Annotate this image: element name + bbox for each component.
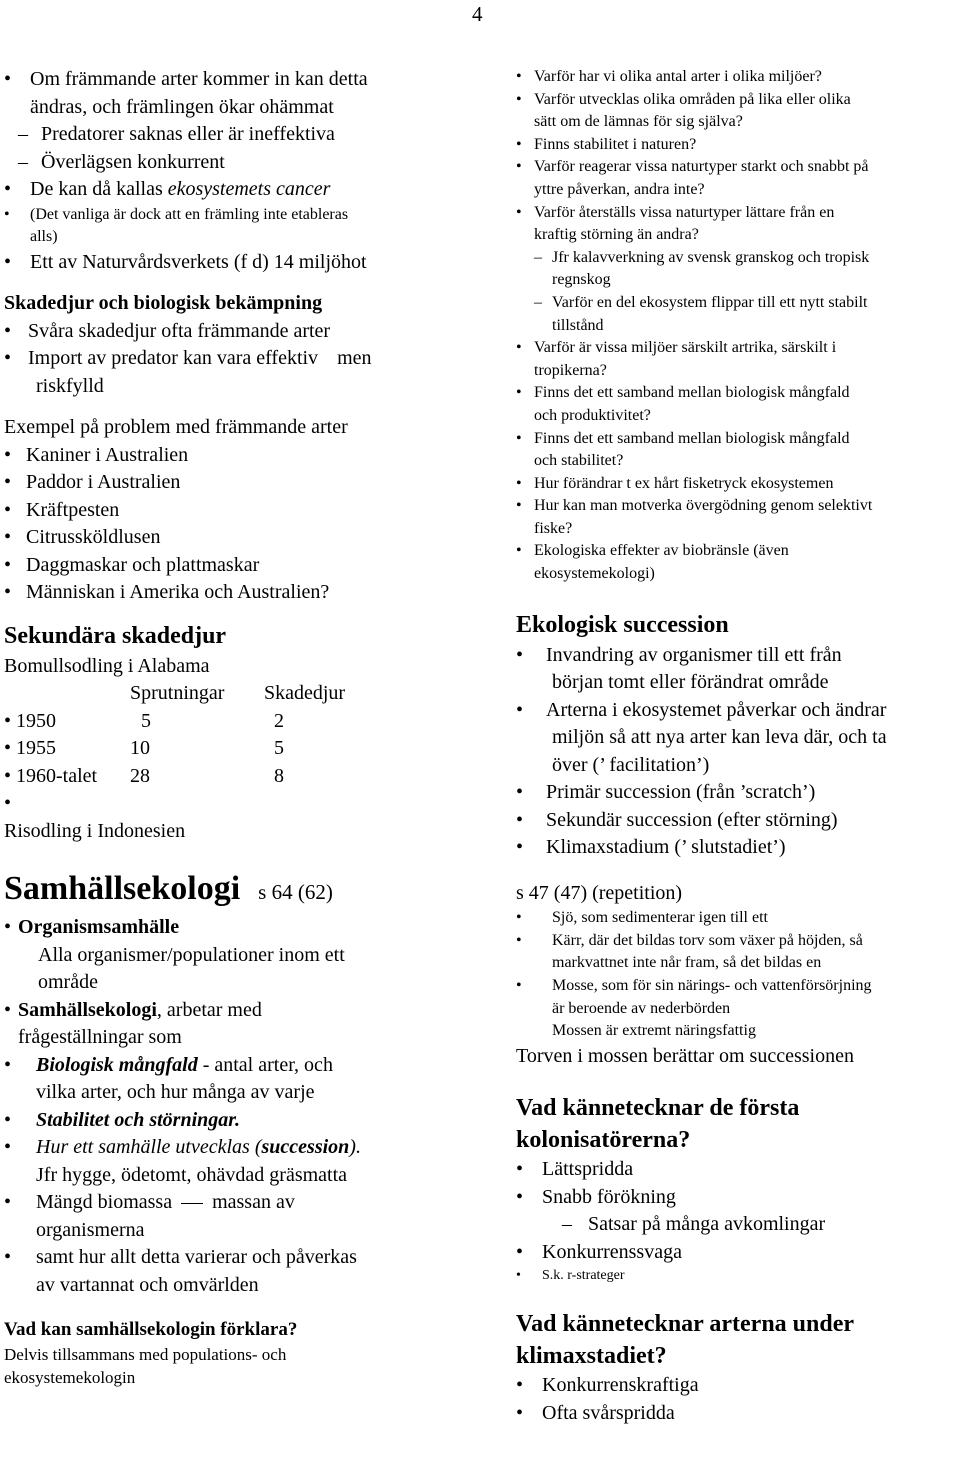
list-item: • Samhällsekologi, arbetar med (4, 997, 482, 1025)
list-item: • Invandring av organismer till ett från (516, 642, 956, 670)
list-item: • Daggmaskar och plattmaskar (4, 552, 482, 580)
list-item: • Hur förändrar t ex hårt fisketryck ekosystemen (516, 473, 956, 496)
list-item: • Varför återställs vissa naturtyper lättare från en (516, 202, 956, 225)
list-item: alls) (30, 228, 58, 246)
list-item: Jfr hygge, ödetomt, ohävdad gräsmatta (36, 1163, 348, 1186)
list-item: Alla organismer/populationer inom ett (38, 943, 345, 966)
list-item: • Stabilitet och störningar. (4, 1107, 482, 1135)
list-item: tropikerna? (534, 361, 607, 379)
list-item: – Överlägsen konkurrent (4, 149, 482, 177)
list-item: • Arterna i ekosystemet påverkar och ändrar (516, 697, 956, 725)
table-row: • 1955 10 5 (4, 735, 482, 763)
list-item: Mossen är extremt näringsfattig (552, 1022, 756, 1040)
table-header: Sprutningar Skadedjur (130, 682, 346, 705)
left-column (4, 66, 482, 1389)
list-item: • Mängd biomassa massan av (4, 1189, 482, 1217)
list-item: ekosystemekologi) (534, 565, 655, 583)
list-item: • Biologisk mångfald - antal arter, och (4, 1052, 482, 1080)
list-item: • Varför har vi olika antal arter i olika miljöer? (516, 66, 956, 89)
list-item: • Sekundär succession (efter störning) (516, 807, 956, 835)
list-item: Risodling i Indonesien (4, 819, 186, 842)
table-row: • 1960-talet 28 8 (4, 763, 482, 791)
list-item: • Mosse, som för sin närings- och vattenförsörjning (516, 975, 956, 998)
section-heading: Vad kännetecknar de första (516, 1095, 800, 1122)
list-item: av vartannat och omvärlden (36, 1273, 259, 1296)
list-item: • Finns det ett samband mellan biologisk mångfald (516, 428, 956, 451)
list-item: • Hur kan man motverka övergödning genom selektivt (516, 495, 956, 518)
list-item: Delvis tillsammans med populations- och (4, 1345, 287, 1365)
list-item: • Kärr, där det bildas torv som växer på höjden, så (516, 930, 956, 953)
page-number: 4 (472, 2, 483, 26)
list-item: • samt hur allt detta varierar och påverkas (4, 1244, 482, 1272)
list-item: • Citrussköldlusen (4, 524, 482, 552)
list-item: ändras, och främlingen ökar ohämmat (30, 95, 334, 118)
list-item: • Ett av Naturvårdsverkets (f d) 14 miljöhot (4, 249, 482, 277)
section-heading: Exempel på problem med främmande arter (4, 416, 348, 439)
list-item: markvattnet inte når fram, så det bildas en (552, 954, 822, 972)
list-item: • Import av predator kan vara effektiv men (4, 345, 482, 373)
list-item: • (Det vanliga är dock att en främling inte etableras (4, 204, 482, 227)
list-item: – Predatorer saknas eller är ineffektiva (4, 121, 482, 149)
list-item: kraftig störning än andra? (534, 226, 699, 244)
section-heading: Sekundära skadedjur (4, 622, 227, 649)
list-item: organismerna (36, 1218, 145, 1241)
section-heading: Skadedjur och biologisk bekämpning (4, 292, 323, 315)
list-item: • Varför är vissa miljöer särskilt artrika, särskilt i (516, 337, 956, 360)
list-item: • Ekologiska effekter av biobränsle (även (516, 540, 956, 563)
list-item: sätt om de lämnas för sig själva? (534, 113, 743, 131)
list-item: frågeställningar som (18, 1026, 182, 1049)
list-item: – Jfr kalavverkning av svensk granskog och tropisk (516, 247, 956, 270)
list-item: • Kräftpesten (4, 497, 482, 525)
list-item: • Lättspridda (516, 1156, 956, 1184)
table-row: • 1950 5 2 (4, 708, 482, 736)
list-item: är beroende av nederbörden (552, 999, 731, 1017)
list-item: Torven i mossen berättar om successionen (516, 1044, 854, 1067)
list-item: • Klimaxstadium (’ slutstadiet’) (516, 834, 956, 862)
list-item: Bomullsodling i Alabama (4, 654, 210, 677)
list-item: • Finns stabilitet i naturen? (516, 134, 956, 157)
list-item: • Primär succession (från ’scratch’) (516, 779, 956, 807)
list-item: regnskog (552, 271, 611, 289)
list-item: tillstånd (552, 316, 604, 334)
list-item: • Organismsamhälle (4, 914, 482, 942)
dash (181, 1203, 203, 1204)
list-item: yttre påverkan, andra inte? (534, 180, 705, 198)
list-item: • Sjö, som sedimenterar igen till ett (516, 907, 956, 930)
list-item: • Hur ett samhälle utvecklas (succession). (4, 1134, 482, 1162)
section-heading: Samhällsekologi s 64 (62) (4, 870, 333, 908)
list-item: • Människan i Amerika och Australien? (4, 579, 482, 607)
list-item: fiske? (534, 519, 573, 537)
section-heading: kolonisatörerna? (516, 1127, 691, 1154)
list-item: • S.k. r-strateger (516, 1266, 956, 1286)
list-item: • Varför utvecklas olika områden på lika eller olika (516, 89, 956, 112)
list-item: ekosystemekologin (4, 1368, 136, 1388)
list-item: miljön så att nya arter kan leva där, och ta (552, 726, 887, 749)
list-item: • Om främmande arter kommer in kan detta (4, 66, 482, 94)
list-item: • Finns det ett samband mellan biologisk mångfald (516, 382, 956, 405)
right-column (516, 66, 956, 1427)
list-item: och produktivitet? (534, 406, 651, 424)
section-heading: s 47 (47) (repetition) (516, 881, 683, 904)
list-item: • Konkurrenssvaga (516, 1239, 956, 1267)
list-item: och stabilitet? (534, 452, 624, 470)
section-heading: Ekologisk succession (516, 611, 729, 638)
list-item: • Kaniner i Australien (4, 442, 482, 470)
section-heading: Vad kan samhällsekologin förklara? (4, 1319, 298, 1341)
list-item: • Ofta svårspridda (516, 1400, 956, 1428)
list-item: – Varför en del ekosystem flippar till ett nytt stabilt (516, 292, 956, 315)
list-item: – Satsar på många avkomlingar (516, 1211, 956, 1239)
list-item: • De kan då kallas ekosystemets cancer (4, 176, 482, 204)
list-item: riskfylld (36, 374, 104, 397)
list-item: • Snabb förökning (516, 1184, 956, 1212)
section-heading: Vad kännetecknar arterna under (516, 1311, 855, 1338)
section-heading: klimaxstadiet? (516, 1343, 667, 1370)
list-item: • Svåra skadedjur ofta främmande arter (4, 318, 482, 346)
list-item: över (’ facilitation’) (552, 753, 710, 776)
list-item: • Konkurrenskraftiga (516, 1372, 956, 1400)
list-item: vilka arter, och hur många av varje (36, 1081, 315, 1104)
list-item: början tomt eller förändrat område (552, 671, 829, 694)
list-item (4, 790, 482, 818)
list-item: • Varför reagerar vissa naturtyper starkt och snabbt på (516, 156, 956, 179)
list-item: område (38, 971, 98, 994)
list-item: • Paddor i Australien (4, 469, 482, 497)
